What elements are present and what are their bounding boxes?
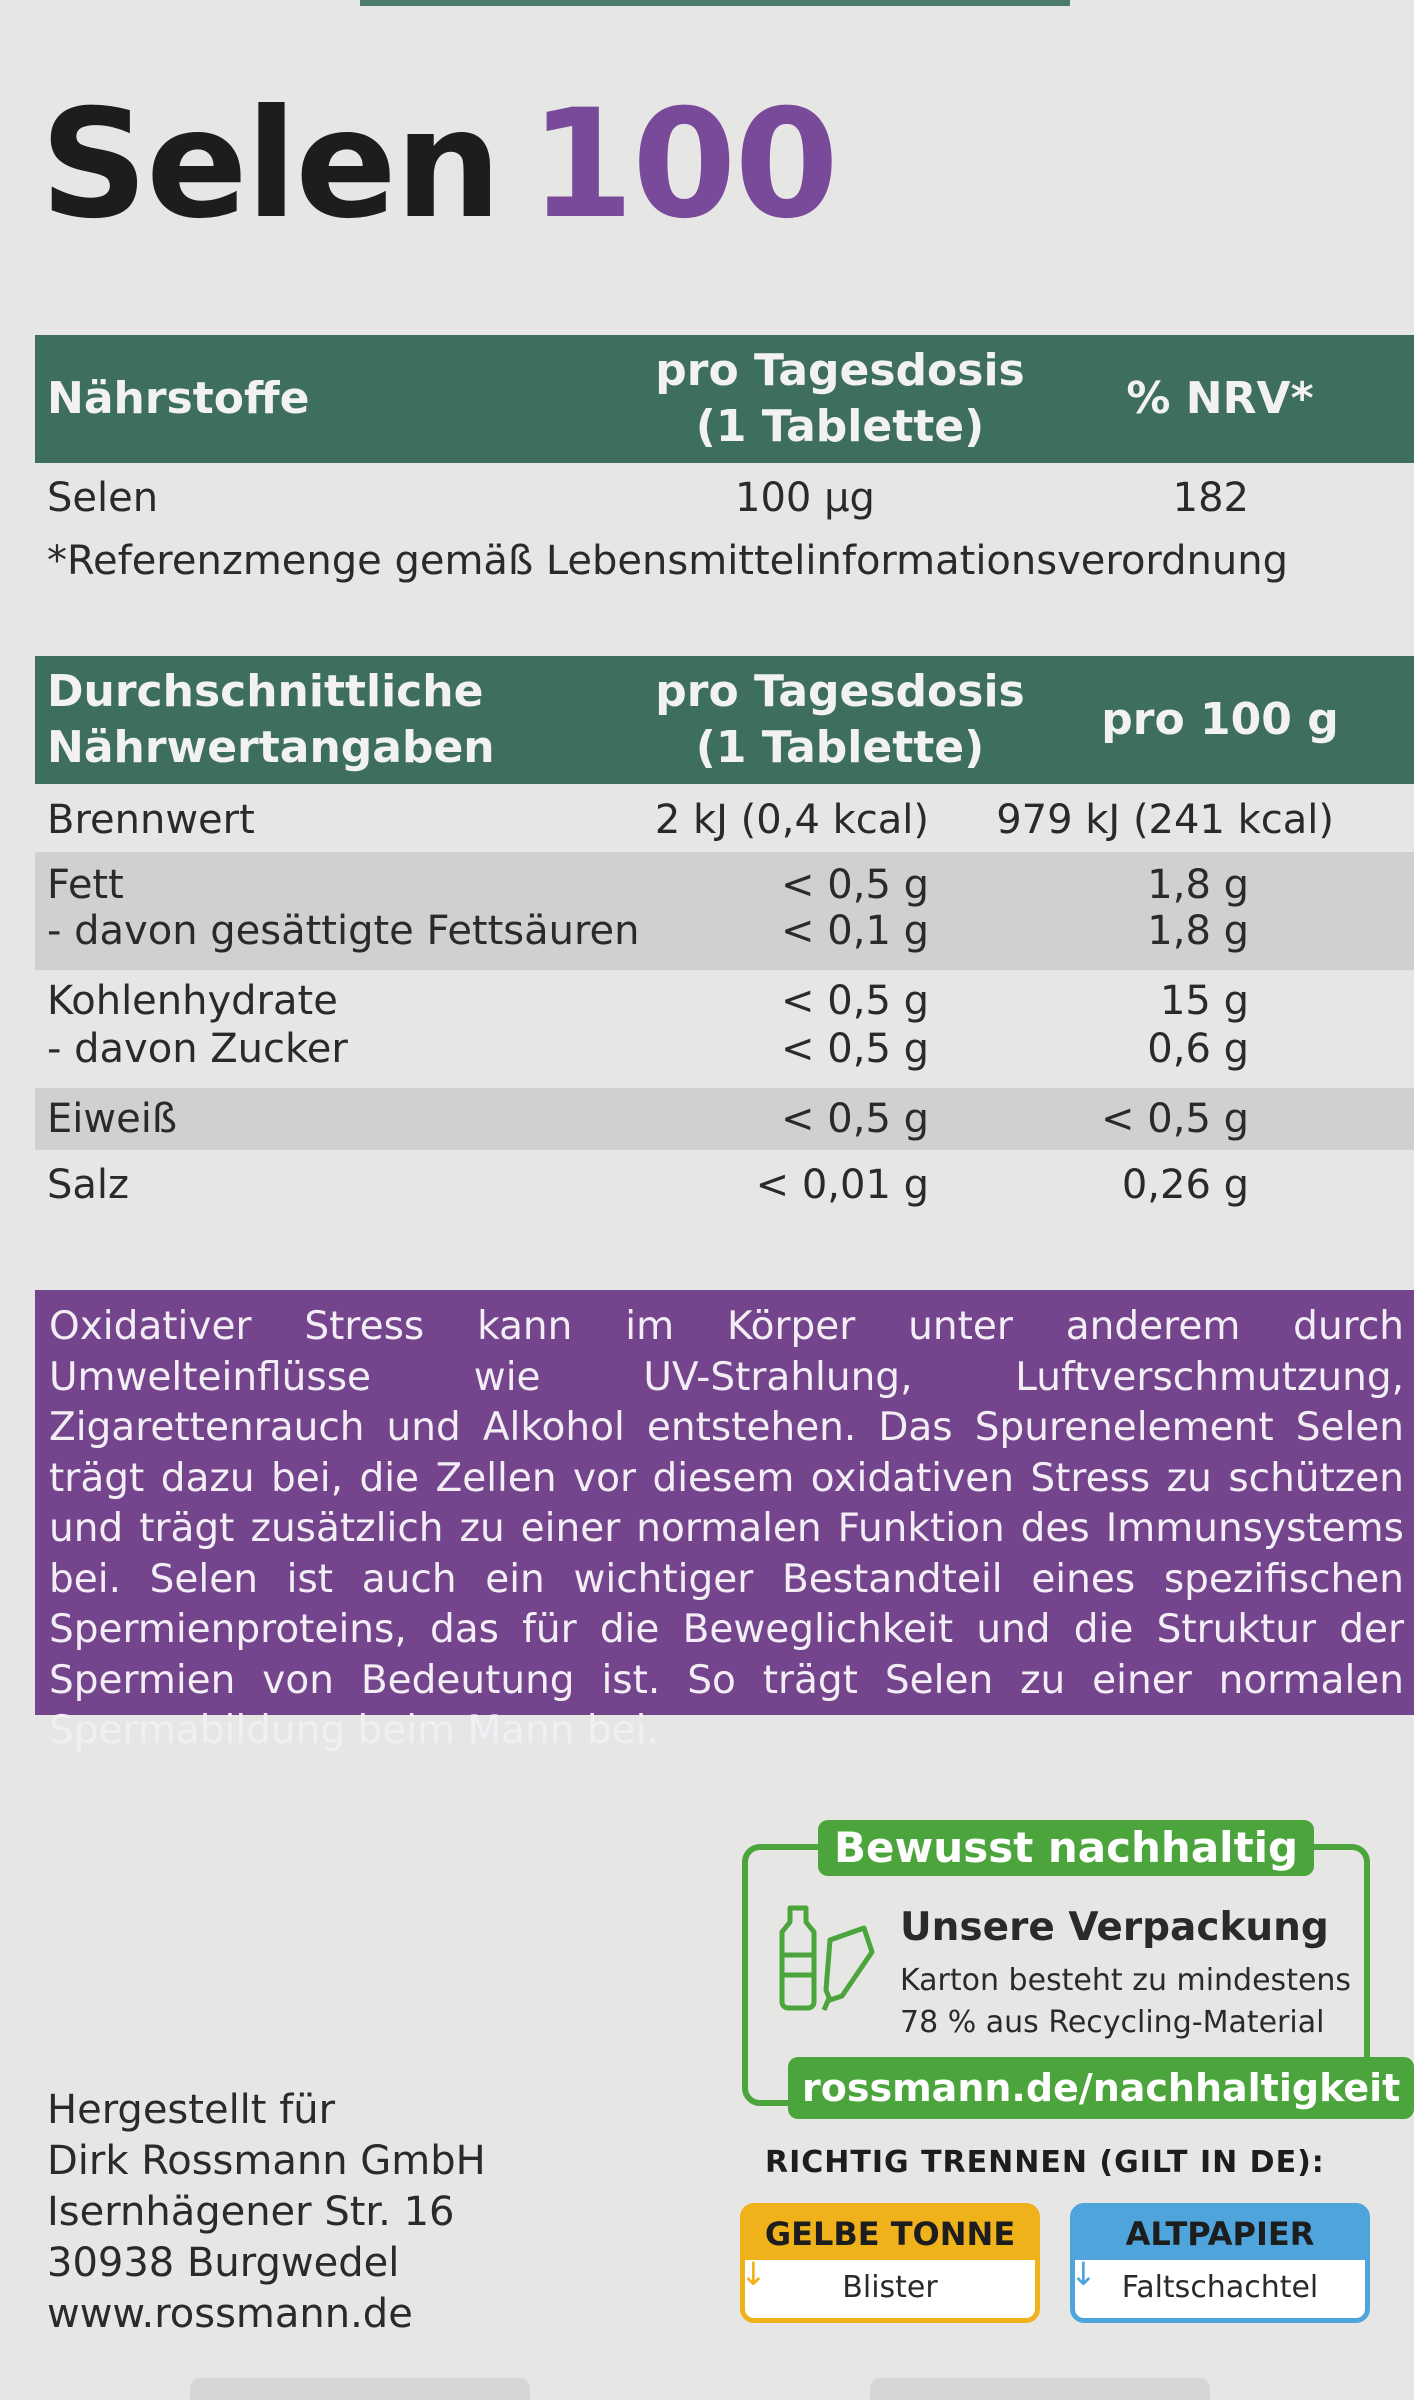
header-nrv: % NRV*: [1126, 373, 1314, 424]
yellow-bin-name: GELBE TONNE: [745, 2208, 1035, 2260]
yellow-bin-item: Blister: [842, 2270, 938, 2305]
manufacturer-website: www.rossmann.de: [47, 2291, 413, 2337]
sustainability-link: rossmann.de/nachhaltigkeit: [788, 2057, 1414, 2119]
manufacturer-address: Hergestellt für Dirk Rossmann GmbH Isernhägener Str. 16 30938 Burgwedel www.rossmann.de: [47, 2085, 486, 2340]
yellow-bin-label: [740, 2203, 1040, 2323]
bottle-tube-icon: [770, 1900, 880, 2020]
nutrition-table-header: [35, 656, 1414, 784]
table-row-group-carbs: Kohlenhydrate < 0,5 g 15 g - davon Zucker < 0,5 g 0,6 g: [47, 978, 1249, 1072]
product-dose: 100: [529, 78, 837, 252]
top-flap-strip: [360, 0, 1070, 6]
header-per-dose: pro Tagesdosis (1 Tablette): [655, 345, 1025, 452]
paper-bin-label: [1070, 2203, 1370, 2323]
table-row: Eiweiß < 0,5 g < 0,5 g: [35, 1088, 1414, 1150]
header-per-100g: pro 100 g: [1101, 694, 1339, 745]
bottom-flap-left: [190, 2378, 530, 2400]
arrow-down-icon: ↓: [1070, 2255, 1097, 2293]
table-row: Salz < 0,01 g 0,26 g: [47, 1162, 1249, 1208]
bottom-flap-right: [870, 2378, 1210, 2400]
paper-bin-item: Faltschachtel: [1121, 2270, 1319, 2305]
disposal-title: RICHTIG TRENNEN (GILT IN DE):: [765, 2145, 1325, 2180]
packaging-text: Karton besteht zu mindestens 78 % aus Recycling-Material: [900, 1963, 1352, 2040]
arrow-down-icon: ↓: [740, 2255, 767, 2293]
nutrient-name: Selen: [47, 475, 159, 521]
header-per-dose-2: pro Tagesdosis (1 Tablette): [655, 666, 1025, 773]
sustainability-badge: Bewusst nachhaltig: [818, 1820, 1314, 1876]
packaging-heading: Unsere Verpackung: [900, 1905, 1329, 1950]
product-name: Selen: [40, 78, 500, 252]
nrv-footnote: *Referenzmenge gemäß Lebensmittelinformationsverordnung: [47, 538, 1288, 584]
header-average-values: Durchschnittliche Nährwertangaben: [47, 666, 495, 773]
product-title: [40, 78, 837, 252]
nutrient-nrv: 182: [1172, 475, 1249, 521]
table-row: Brennwert 2 kJ (0,4 kcal) 979 kJ (241 kcal): [47, 797, 1334, 843]
table-row-group-fat: Fett < 0,5 g 1,8 g - davon gesättigte Fettsäuren < 0,1 g 1,8 g: [35, 852, 1414, 970]
nutrient-per-dose: 100 µg: [735, 475, 875, 521]
nutrient-table-header: [35, 335, 1414, 463]
paper-bin-name: ALTPAPIER: [1075, 2208, 1365, 2260]
description-text: Oxidativer Stress kann im Körper unter anderem durch Umwelteinflüsse wie UV-Strahlung, Luftverschmutzung, Zigarettenrauch und Alkohol entstehen. Das Spurenelement Selen trägt dazu bei, die Zellen vor diesem oxidativen Stress zu schützen und trägt zusätzlich zu einer normalen Funktion des Immunsystems bei. Selen ist auch ein wichtiger Bestandteil eines spezifischen Spermienproteins, das für die Beweglichkeit und die Struktur der Spermien von Bedeutung ist. So trägt Selen zu einer normalen Spermabildung beim Mann bei.: [49, 1304, 1404, 1753]
header-nutrients: Nährstoffe: [47, 373, 310, 424]
description-box: [35, 1290, 1414, 1753]
